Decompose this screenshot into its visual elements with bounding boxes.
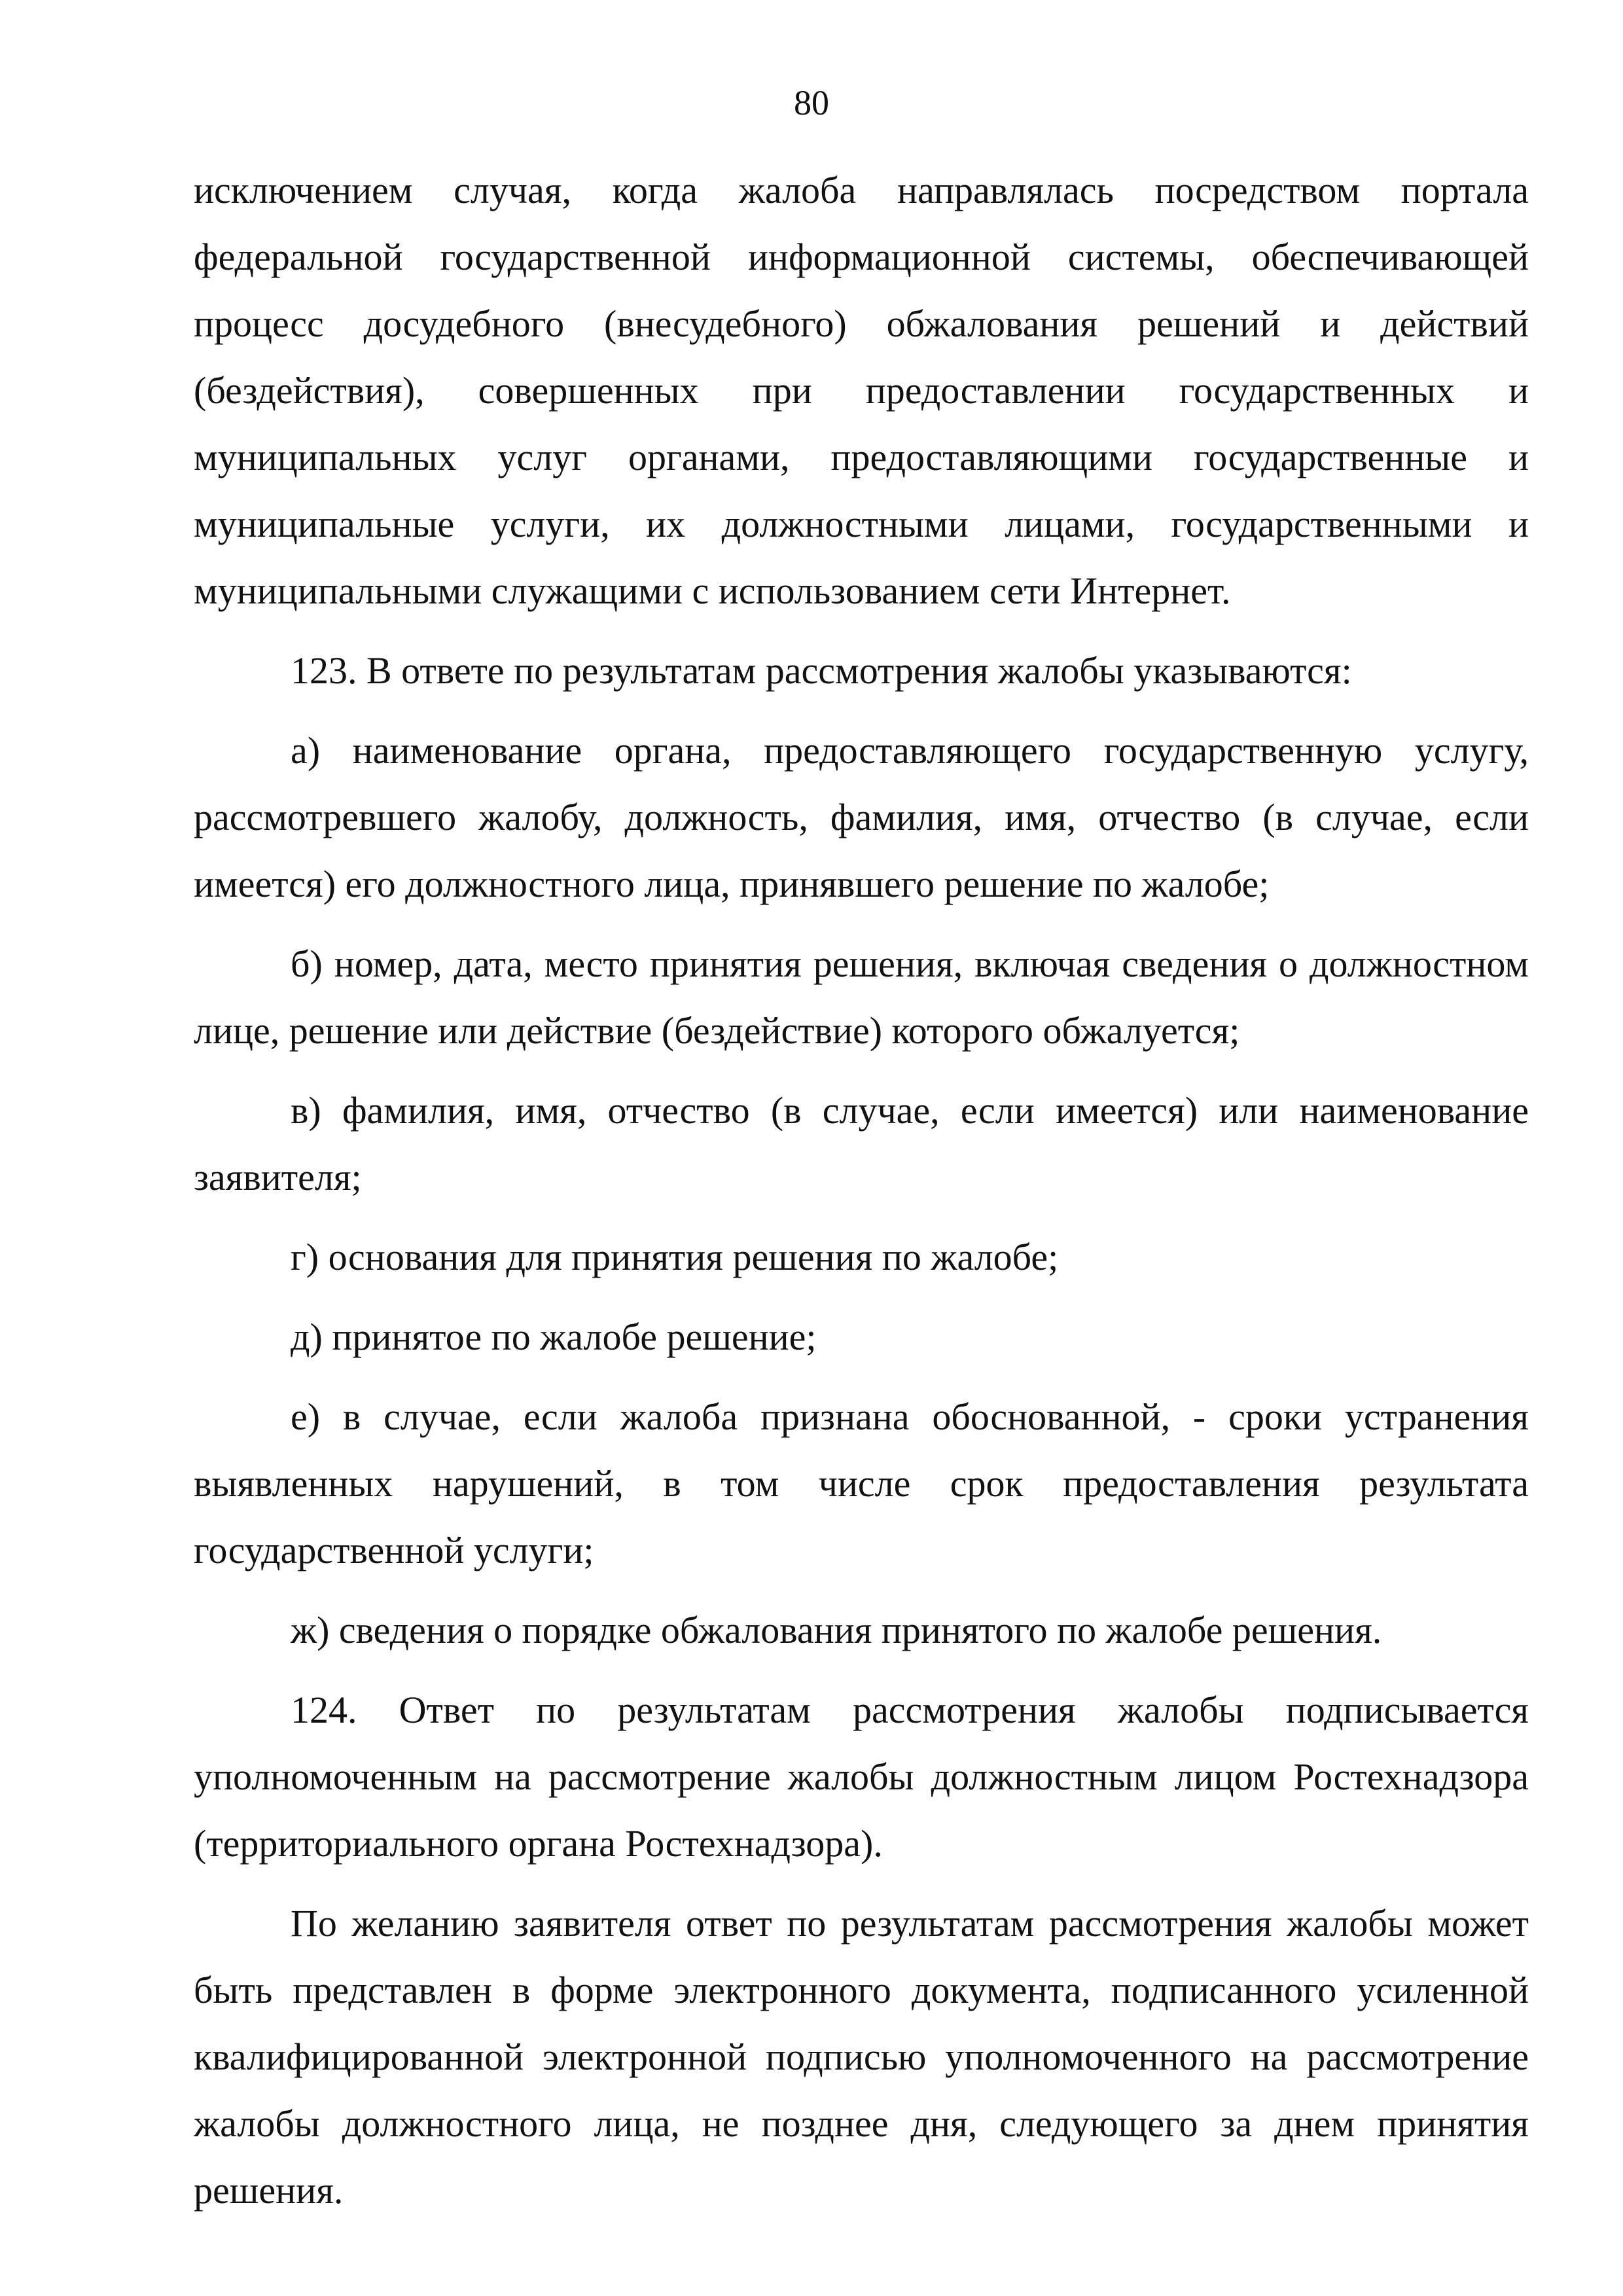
- paragraph-item-g: г) основания для принятия решения по жалобе;: [291, 1236, 1059, 1278]
- paragraph-item-v: в) фамилия, имя, отчество (в случае, если имеется) или наименование заявителя;: [194, 1089, 1529, 1198]
- paragraph-item-a: а) наименование органа, предоставляющего государственную услугу, рассмотревшего жалобу, должность, фамилия, имя, отчество (в случае, если имеется) его должностного лица, принявшего решение по жалобе;: [194, 729, 1529, 905]
- paragraph-electronic-answer: По желанию заявителя ответ по результатам рассмотрения жалобы может быть представлен в форме электронного документа, подписанного усиленной квалифицированной электронной подписью уполномоченного на рассмотрение жалобы должностного лица, не позднее дня, следующего за днем принятия решения.: [194, 1902, 1529, 2212]
- paragraph-clause-123: 123. В ответе по результатам рассмотрения жалобы указываются:: [291, 649, 1352, 692]
- page-number: 80: [794, 83, 829, 122]
- paragraph-item-d: д) принятое по жалобе решение;: [291, 1316, 817, 1358]
- paragraph-item-b: б) номер, дата, место принятия решения, включая сведения о должностном лице, решение или действие (бездействие) которого обжалуется;: [194, 942, 1529, 1052]
- document-body: [194, 157, 1529, 2224]
- paragraph-clause-124: 124. Ответ по результатам рассмотрения жалобы подписывается уполномоченным на рассмотрение жалобы должностным лицом Ростехнадзора (территориального органа Ростехнадзора).: [194, 1689, 1529, 1865]
- paragraph-continuation: исключением случая, когда жалоба направлялась посредством портала федеральной государственной информационной системы, обеспечивающей процесс досудебного (внесудебного) обжалования решений и действий (бездействия), совершенных при предоставлении государственных и муниципальных услуг органами, предоставляющими государственные и муниципальные услуги, их должностными лицами, государственными и муниципальными служащими с использованием сети Интернет.: [194, 169, 1529, 612]
- paragraph-item-e: е) в случае, если жалоба признана обоснованной, - сроки устранения выявленных нарушений, в том числе срок предоставления результата государственной услуги;: [194, 1395, 1529, 1571]
- paragraph-item-zh: ж) сведения о порядке обжалования принятого по жалобе решения.: [291, 1609, 1382, 1651]
